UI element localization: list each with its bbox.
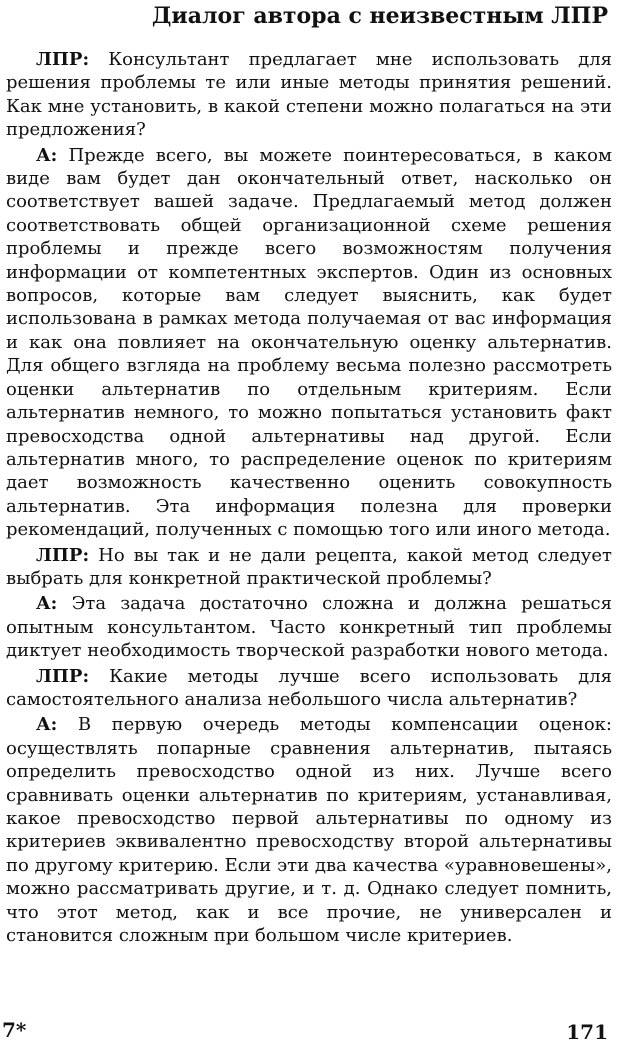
paragraph-1 (6, 48, 612, 142)
running-header: Диалог автора с неизвестным ЛПР (151, 3, 608, 29)
paragraph-6 (6, 713, 612, 947)
speaker-label: ЛПР: (36, 544, 90, 566)
speaker-label: А: (36, 144, 58, 166)
speaker-label: А: (36, 593, 58, 615)
signature-mark: 7* (2, 1018, 27, 1042)
paragraph-5 (6, 665, 612, 712)
paragraph-text: Прежде всего, вы можете поинтересоваться, в каком виде вам будет дан окончательный ответ, насколько он соответствует вашей задаче. Предлагаемый метод должен соответствовать общей организационной схеме решения проблемы и прежде всего возможностям получения информации от компетентных экспертов. Один из основных вопросов, которые вам следует выяснить, как будет использована в рамках метода получаемая от вас информация и как она повлияет на окончательную оценку альтернатив. Для общего взгляда на проблему весьма полезно рассмотреть оценки альтернатив по отдельным критериям. Если альтернатив немного, то можно попытаться установить факт превосходства одной альтернативы над другой. Если альтернатив много, то распределение оценок по критериям дает возможность качественно оценить совокупность альтернатив. Эта информация полезна для проверки рекомендаций, полученных с помощью того или иного метода. (6, 144, 612, 541)
paragraph-text: Эта задача достаточно сложна и должна решаться опытным консультантом. Часто конкретный тип проблемы диктует необходимость творческой разработки нового метода. (6, 593, 612, 662)
paragraph-text: Консультант предлагает мне использовать для решения проблемы те или иные методы принятия решений. Как мне установить, в какой степени можно полагаться на эти предложения? (6, 49, 612, 141)
paragraph-text: Какие методы лучше всего использовать для самостоятельного анализа небольшого числа альтернатив? (6, 665, 612, 710)
paragraph-text: В первую очередь методы компенсации оценок: осуществлять попарные сравнения альтернатив, пытаясь определить превосходство одной из них. Лучше всего сравнивать оценки альтернатив по критериям, устанавливая, какое превосходство первой альтернативы по одному из критериев эквивалентно превосходству второй альтернативы по другому критерию. Если эти два качества «уравновешены», можно рассматривать другие, и т. д. Однако следует помнить, что этот метод, как и все прочие, не универсален и становится сложным при большом числе критериев. (6, 714, 612, 947)
speaker-label: ЛПР: (36, 665, 90, 687)
paragraph-3 (6, 544, 612, 591)
paragraph-2 (6, 144, 612, 542)
page-number: 171 (566, 1020, 608, 1044)
paragraph-text: Но вы так и не дали рецепта, какой метод следует выбрать для конкретной практической проблемы? (6, 544, 612, 589)
speaker-label: А: (36, 714, 58, 736)
page-body (6, 48, 612, 949)
speaker-label: ЛПР: (36, 49, 90, 70)
paragraph-4 (6, 592, 612, 662)
